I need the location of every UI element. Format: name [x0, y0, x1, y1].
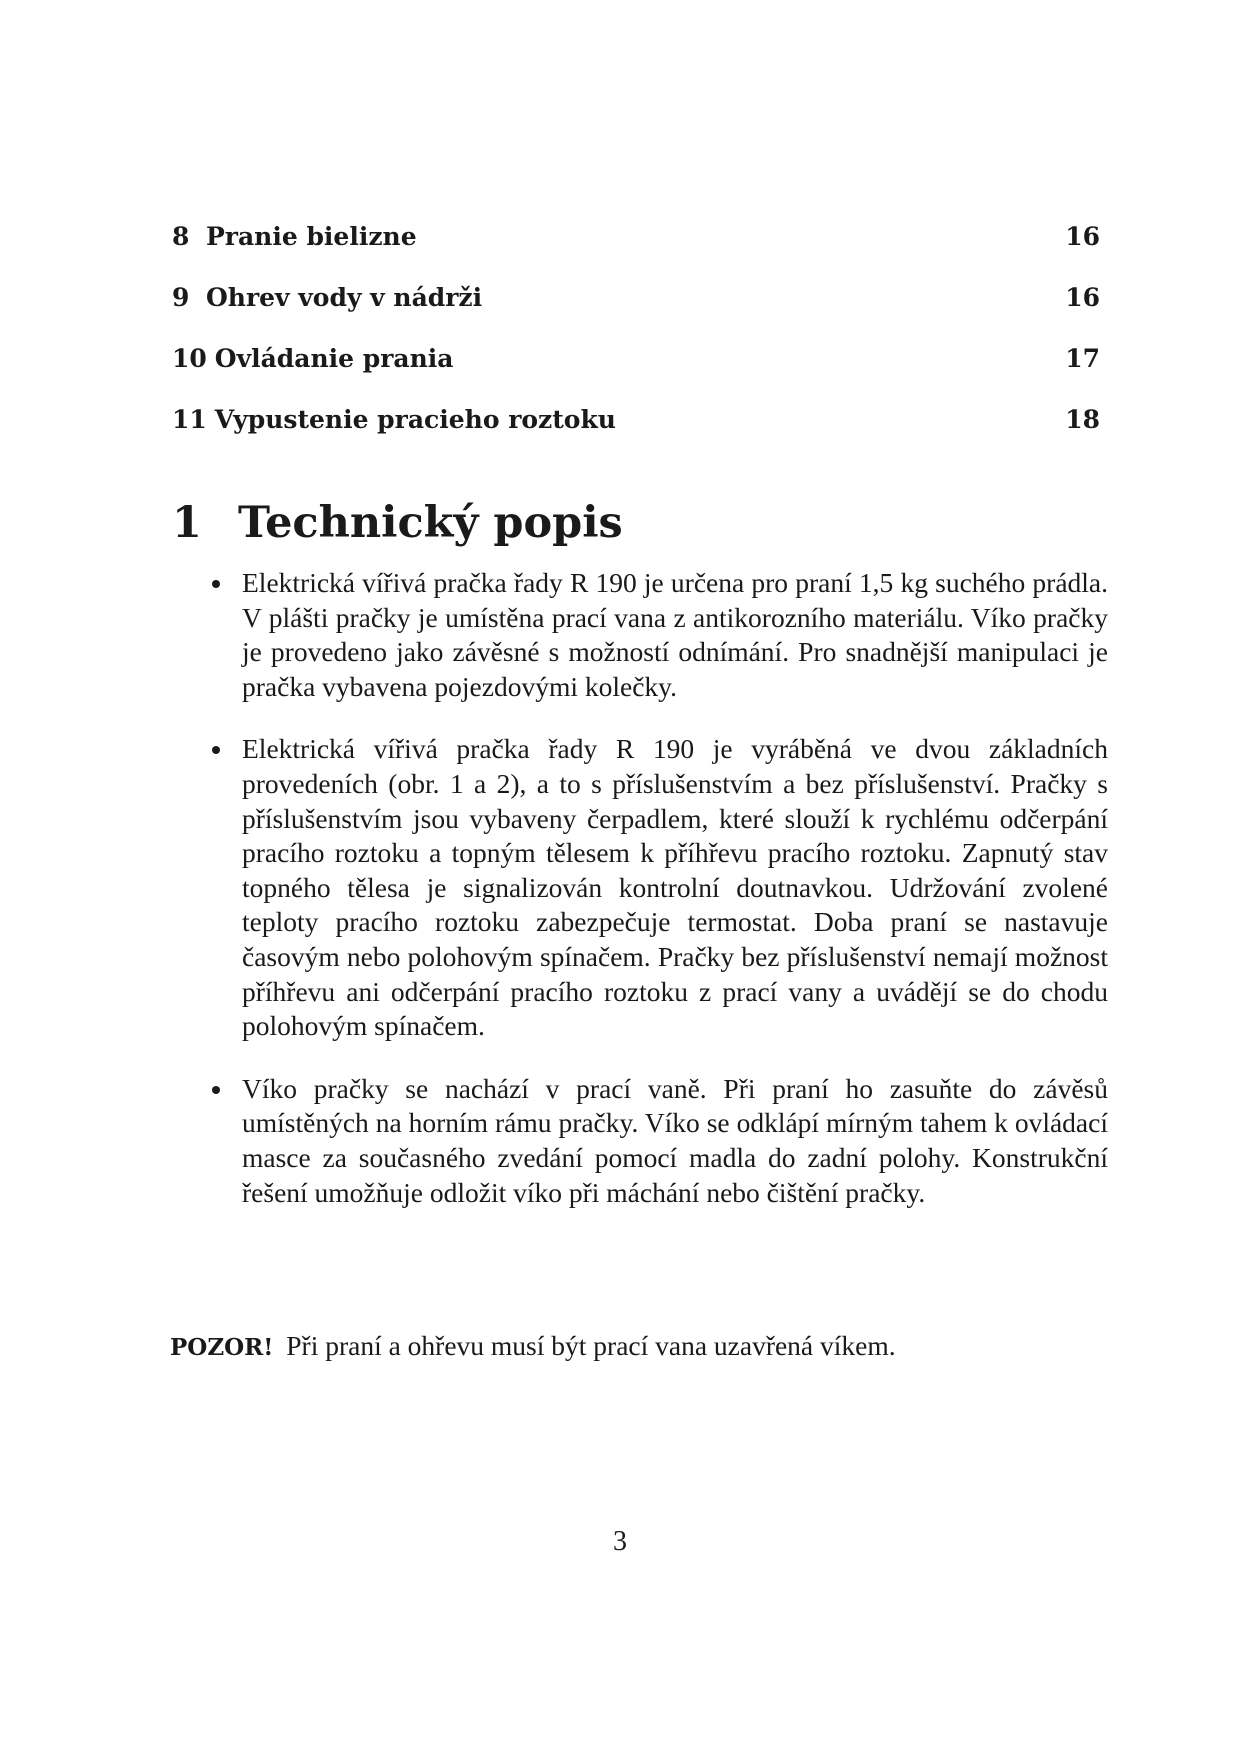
- warning-label: POZOR!: [170, 1334, 274, 1361]
- section-title: Technický popis: [238, 498, 623, 548]
- toc-entry-page: 16: [1065, 283, 1100, 312]
- bullet-item: [210, 566, 1108, 704]
- bullet-icon: [212, 580, 220, 588]
- section-heading: [172, 498, 623, 548]
- toc-entry-page: 18: [1065, 405, 1100, 434]
- bullet-list: [210, 566, 1108, 1238]
- toc-entry-title: Ovládanie prania: [214, 344, 454, 373]
- section-number: 1: [172, 498, 202, 548]
- toc-entry: [172, 405, 1100, 466]
- warning-note: [170, 1330, 896, 1362]
- bullet-text: Elektrická vířivá pračka řady R 190 je vyráběná ve dvou základních provedeních (obr. 1 a 2), a to s příslušenstvím a bez příslušenství. Pračky s příslušenstvím jsou vybaveny čerpadlem, které slouží k rychlému odčerpání pracího roztoku a topným tělesem k příhřevu pracího roztoku. Zapnutý stav topného tělesa je signalizován kontrolní doutnavkou. Udržování zvolené teploty pracího roztoku zabezpečuje termostat. Doba praní se nastavuje časovým nebo polohovým spínačem. Pračky bez příslušenství nemají možnost příhřevu ani odčerpání pracího roztoku z prací vany a uvádějí se do chodu polohovým spínačem.: [242, 733, 1108, 1042]
- toc-entry-title: Vypustenie pracieho roztoku: [214, 405, 616, 434]
- toc-entry: [172, 222, 1100, 283]
- toc-entry-number: 9: [172, 283, 190, 312]
- toc-entry-page: 16: [1065, 222, 1100, 251]
- bullet-item: [210, 732, 1108, 1043]
- toc-entry-number: 8: [172, 222, 190, 251]
- bullet-text: Elektrická vířivá pračka řady R 190 je určena pro praní 1,5 kg suchého prádla. V plášti pračky je umístěna prací vana z antikorozního materiálu. Víko pračky je provedeno jako závěsné s možností odnímání. Pro snadnější manipulaci je pračka vybavena pojezdovými kolečky.: [242, 567, 1108, 702]
- toc-entry-title: Pranie bielizne: [206, 222, 417, 251]
- bullet-icon: [212, 1086, 220, 1094]
- page-number: 3: [613, 1526, 627, 1557]
- bullet-text: Víko pračky se nachází v prací vaně. Při praní ho zasuňte do závěsů umístěných na horním rámu pračky. Víko se odklápí mírným tahem k ovládací masce za současného zvedání pomocí madla do zadní polohy. Konstrukční řešení umožňuje odložit víko při máchání nebo čištění pračky.: [242, 1072, 1108, 1208]
- toc-entry-page: 17: [1065, 344, 1100, 373]
- bullet-icon: [212, 746, 220, 754]
- toc-entry: [172, 344, 1100, 405]
- toc-entry-number: 11: [172, 405, 207, 434]
- bullet-item: [210, 1072, 1108, 1210]
- toc-entry-title: Ohrev vody v nádrži: [206, 283, 483, 312]
- table-of-contents: [172, 222, 1100, 466]
- warning-text: Při praní a ohřevu musí být prací vana uzavřená víkem.: [286, 1330, 896, 1361]
- toc-entry-number: 10: [172, 344, 207, 373]
- toc-entry: [172, 283, 1100, 344]
